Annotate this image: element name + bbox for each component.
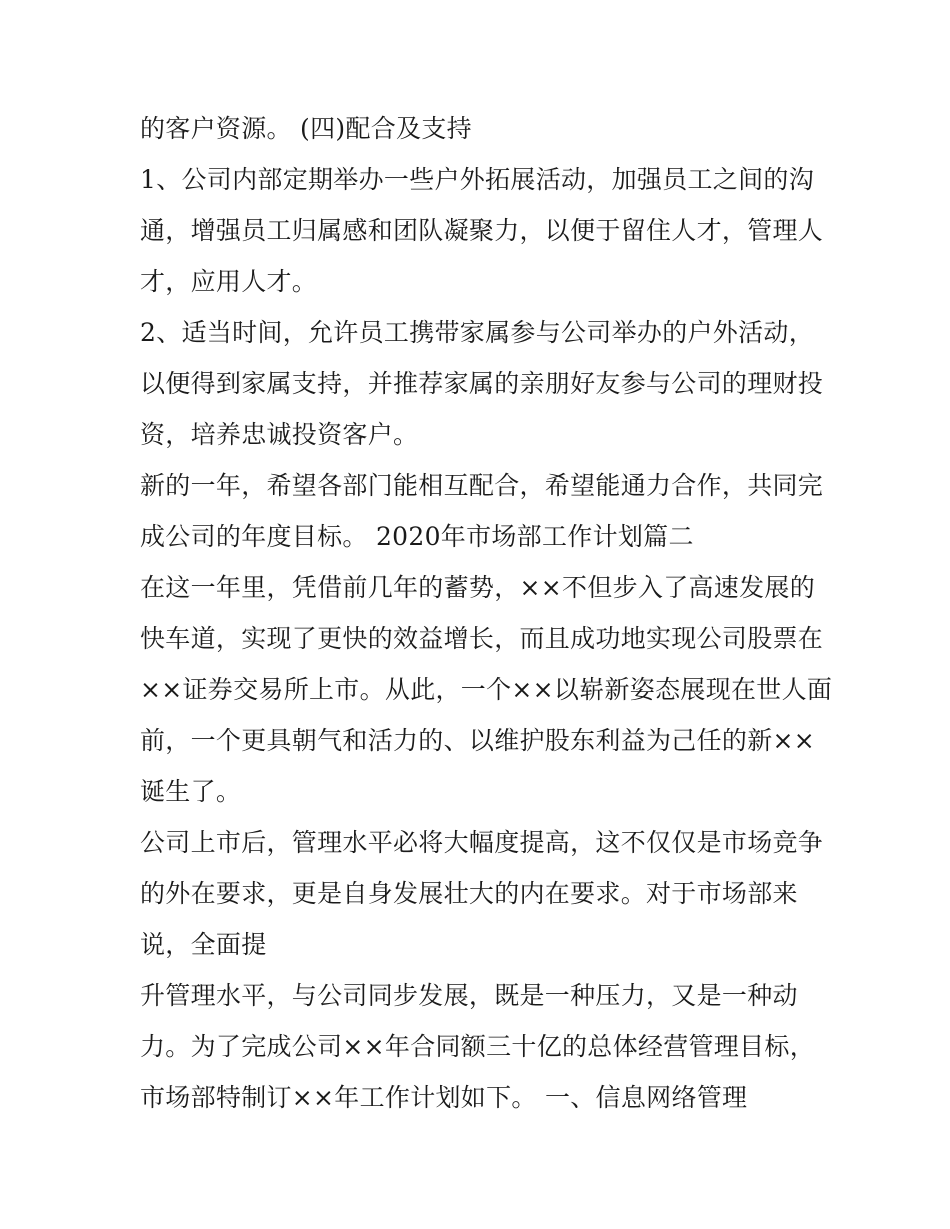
text-line: ××证券交易所上市。从此，一个××以崭新姿态展现在世人面 bbox=[140, 675, 833, 704]
text-line: 升管理水平，与公司同步发展，既是一种压力，又是一种动 bbox=[140, 981, 798, 1010]
text-line: 说，全面提 bbox=[140, 930, 267, 959]
text-line: 才，应用人才。 bbox=[140, 267, 318, 296]
document-body bbox=[140, 103, 833, 1123]
text-line: 1、公司内部定期举办一些户外拓展活动，加强员工之间的沟 bbox=[140, 165, 815, 194]
text-line: 在这一年里，凭借前几年的蓄势，××不但步入了高速发展的 bbox=[140, 573, 815, 602]
text-line: 快车道，实现了更快的效益增长，而且成功地实现公司股票在 bbox=[140, 624, 824, 653]
text-line: 的外在要求，更是自身发展壮大的内在要求。对于市场部来 bbox=[140, 879, 798, 908]
text-line: 成公司的年度目标。 2020年市场部工作计划篇二 bbox=[140, 522, 694, 551]
text-line: 的客户资源。 (四)配合及支持 bbox=[140, 114, 472, 143]
text-line: 以便得到家属支持，并推荐家属的亲朋好友参与公司的理财投 bbox=[140, 369, 824, 398]
text-line: 前，一个更具朝气和活力的、以维护股东利益为己任的新×× bbox=[140, 726, 815, 755]
text-line: 通，增强员工归属感和团队凝聚力，以便于留住人才，管理人 bbox=[140, 216, 824, 245]
text-line: 诞生了。 bbox=[140, 777, 242, 806]
text-line: 市场部特制订××年工作计划如下。 一、信息网络管理 bbox=[140, 1083, 748, 1112]
text-line: 2、适当时间，允许员工携带家属参与公司举办的户外活动， bbox=[140, 318, 815, 347]
text-line: 力。为了完成公司××年合同额三十亿的总体经营管理目标， bbox=[140, 1032, 815, 1061]
text-line: 资，培养忠诚投资客户。 bbox=[140, 420, 419, 449]
text-line: 公司上市后，管理水平必将大幅度提高，这不仅仅是市场竞争 bbox=[140, 828, 824, 857]
text-line: 新的一年，希望各部门能相互配合，希望能通力合作，共同完 bbox=[140, 471, 824, 500]
